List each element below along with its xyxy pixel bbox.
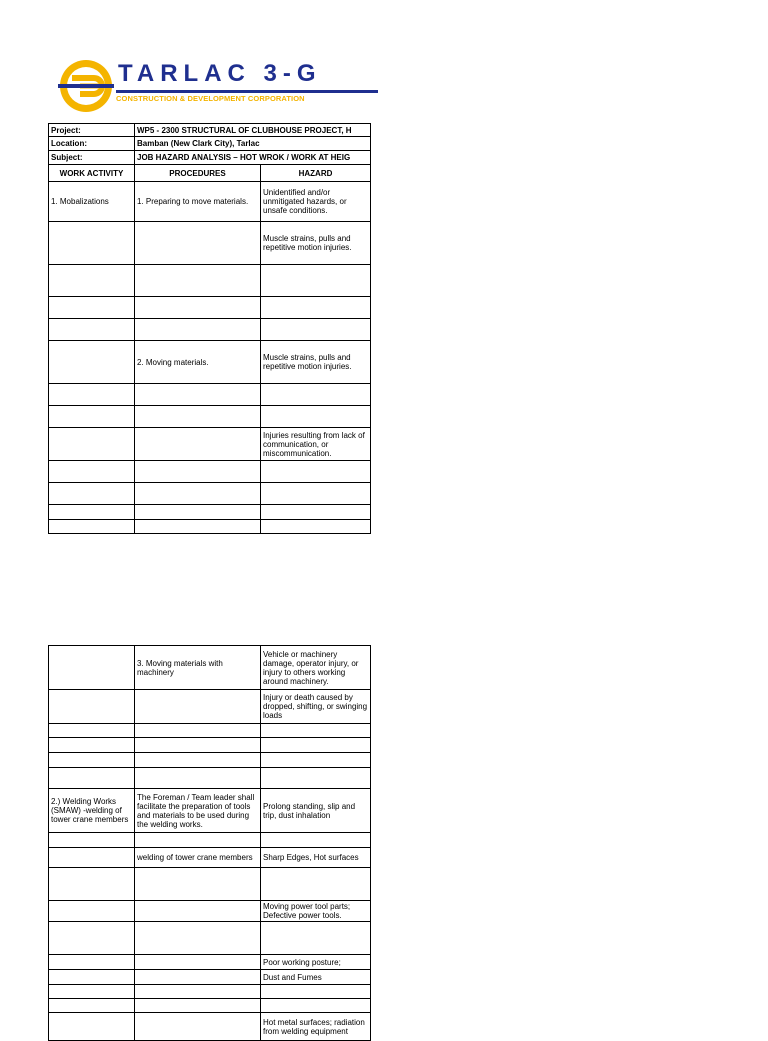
table-row xyxy=(49,868,371,901)
hazard-cell: Injury or death caused by dropped, shifting, or swinging loads xyxy=(261,690,371,724)
header-row xyxy=(49,165,371,182)
activity-cell xyxy=(49,868,135,901)
procedure-cell xyxy=(135,461,261,483)
hazard-cell: Unidentified and/or unmitigated hazards, or unsafe conditions. xyxy=(261,182,371,222)
table-row xyxy=(49,483,371,505)
table-row xyxy=(49,999,371,1013)
hazard-cell: Muscle strains, pulls and repetitive motion injuries. xyxy=(261,222,371,265)
procedure-cell xyxy=(135,868,261,901)
table-row xyxy=(49,955,371,970)
procedure-cell xyxy=(135,428,261,461)
header-work-activity: WORK ACTIVITY xyxy=(49,165,135,182)
table-row xyxy=(49,646,371,690)
company-subtitle: CONSTRUCTION & DEVELOPMENT CORPORATION xyxy=(116,94,305,103)
header-hazard: HAZARD xyxy=(261,165,371,182)
location-value: Bamban (New Clark City), Tarlac xyxy=(135,137,371,151)
procedure-cell xyxy=(135,922,261,955)
activity-cell xyxy=(49,848,135,868)
table-row xyxy=(49,297,371,319)
table-row xyxy=(49,505,371,520)
activity-cell xyxy=(49,384,135,406)
hazard-cell xyxy=(261,985,371,999)
procedure-cell xyxy=(135,985,261,999)
table-row xyxy=(49,222,371,265)
activity-cell xyxy=(49,999,135,1013)
table-row xyxy=(49,1013,371,1041)
procedure-cell xyxy=(135,520,261,534)
job-hazard-table-bottom xyxy=(48,645,371,1041)
hazard-cell: Injuries resulting from lack of communication, or miscommunication. xyxy=(261,428,371,461)
procedure-cell xyxy=(135,222,261,265)
subject-value: JOB HAZARD ANALYSIS – HOT WROK / WORK AT HEIG xyxy=(135,151,371,165)
activity-cell xyxy=(49,690,135,724)
table-row xyxy=(49,768,371,789)
hazard-cell: Vehicle or machinery damage, operator injury, or injury to others working around machinery. xyxy=(261,646,371,690)
table-row xyxy=(49,690,371,724)
procedure-cell xyxy=(135,768,261,789)
hazard-cell xyxy=(261,922,371,955)
procedure-cell xyxy=(135,901,261,922)
table-row xyxy=(49,985,371,999)
procedure-cell xyxy=(135,406,261,428)
activity-cell xyxy=(49,505,135,520)
activity-cell xyxy=(49,833,135,848)
project-value: WP5 - 2300 STRUCTURAL OF CLUBHOUSE PROJECT, H xyxy=(135,124,371,137)
procedure-cell xyxy=(135,724,261,738)
activity-cell xyxy=(49,985,135,999)
activity-cell xyxy=(49,753,135,768)
procedure-cell xyxy=(135,833,261,848)
hazard-cell xyxy=(261,753,371,768)
table-row xyxy=(49,319,371,341)
hazard-cell xyxy=(261,768,371,789)
table-row xyxy=(49,428,371,461)
hazard-cell xyxy=(261,724,371,738)
activity-cell xyxy=(49,406,135,428)
table-row xyxy=(49,724,371,738)
hazard-cell xyxy=(261,999,371,1013)
hazard-cell xyxy=(261,833,371,848)
hazard-cell xyxy=(261,297,371,319)
project-row xyxy=(49,124,371,137)
hazard-cell xyxy=(261,384,371,406)
activity-cell xyxy=(49,970,135,985)
company-name: TARLAC 3-G xyxy=(118,60,322,87)
activity-cell: 1. Mobalizations xyxy=(49,182,135,222)
procedure-cell xyxy=(135,505,261,520)
activity-cell xyxy=(49,901,135,922)
location-row xyxy=(49,137,371,151)
table-row xyxy=(49,384,371,406)
table-row xyxy=(49,970,371,985)
activity-cell xyxy=(49,738,135,753)
subject-label: Subject: xyxy=(49,151,135,165)
procedure-cell xyxy=(135,955,261,970)
table-row xyxy=(49,848,371,868)
activity-cell xyxy=(49,768,135,789)
procedure-cell xyxy=(135,319,261,341)
activity-cell xyxy=(49,1013,135,1041)
location-label: Location: xyxy=(49,137,135,151)
activity-cell xyxy=(49,922,135,955)
table-row xyxy=(49,753,371,768)
table-row xyxy=(49,922,371,955)
hazard-cell: Moving power tool parts; Defective power tools. xyxy=(261,901,371,922)
procedure-cell xyxy=(135,483,261,505)
tarlac-3g-logo-icon xyxy=(58,58,114,114)
company-logo xyxy=(58,58,328,114)
procedure-cell xyxy=(135,753,261,768)
activity-cell xyxy=(49,319,135,341)
activity-cell xyxy=(49,265,135,297)
procedure-cell xyxy=(135,738,261,753)
hazard-cell xyxy=(261,319,371,341)
table-row xyxy=(49,461,371,483)
procedure-cell xyxy=(135,265,261,297)
table-row xyxy=(49,520,371,534)
hazard-cell xyxy=(261,406,371,428)
table-row xyxy=(49,789,371,833)
procedure-cell: welding of tower crane members xyxy=(135,848,261,868)
activity-cell xyxy=(49,483,135,505)
table-row xyxy=(49,182,371,222)
hazard-cell xyxy=(261,505,371,520)
hazard-cell xyxy=(261,520,371,534)
procedure-cell xyxy=(135,690,261,724)
procedure-cell: 3. Moving materials with machinery xyxy=(135,646,261,690)
hazard-cell: Hot metal surfaces; radiation from welding equipment xyxy=(261,1013,371,1041)
activity-cell xyxy=(49,955,135,970)
procedure-cell xyxy=(135,297,261,319)
table-row xyxy=(49,265,371,297)
procedure-cell xyxy=(135,999,261,1013)
activity-cell xyxy=(49,520,135,534)
hazard-cell xyxy=(261,265,371,297)
procedure-cell xyxy=(135,1013,261,1041)
hazard-cell xyxy=(261,483,371,505)
activity-cell xyxy=(49,724,135,738)
hazard-cell xyxy=(261,738,371,753)
activity-cell xyxy=(49,222,135,265)
project-label: Project: xyxy=(49,124,135,137)
hazard-cell xyxy=(261,868,371,901)
procedure-cell: 1. Preparing to move materials. xyxy=(135,182,261,222)
table-row xyxy=(49,738,371,753)
header-procedures: PROCEDURES xyxy=(135,165,261,182)
table-row xyxy=(49,833,371,848)
activity-cell xyxy=(49,646,135,690)
hazard-cell: Prolong standing, slip and trip, dust inhalation xyxy=(261,789,371,833)
procedure-cell xyxy=(135,384,261,406)
brand-underline xyxy=(116,90,378,93)
procedure-cell: The Foreman / Team leader shall facilitate the preparation of tools and materials to be used during the welding works. xyxy=(135,789,261,833)
table-row xyxy=(49,406,371,428)
hazard-cell: Poor working posture; xyxy=(261,955,371,970)
table-row xyxy=(49,901,371,922)
hazard-cell: Muscle strains, pulls and repetitive motion injuries. xyxy=(261,341,371,384)
job-hazard-table-top xyxy=(48,123,371,534)
activity-cell xyxy=(49,461,135,483)
hazard-cell xyxy=(261,461,371,483)
activity-cell xyxy=(49,297,135,319)
procedure-cell xyxy=(135,970,261,985)
hazard-cell: Dust and Fumes xyxy=(261,970,371,985)
procedure-cell: 2. Moving materials. xyxy=(135,341,261,384)
hazard-cell: Sharp Edges, Hot surfaces xyxy=(261,848,371,868)
subject-row xyxy=(49,151,371,165)
activity-cell xyxy=(49,341,135,384)
activity-cell: 2.) Welding Works (SMAW) -welding of tower crane members xyxy=(49,789,135,833)
activity-cell xyxy=(49,428,135,461)
table-row xyxy=(49,341,371,384)
